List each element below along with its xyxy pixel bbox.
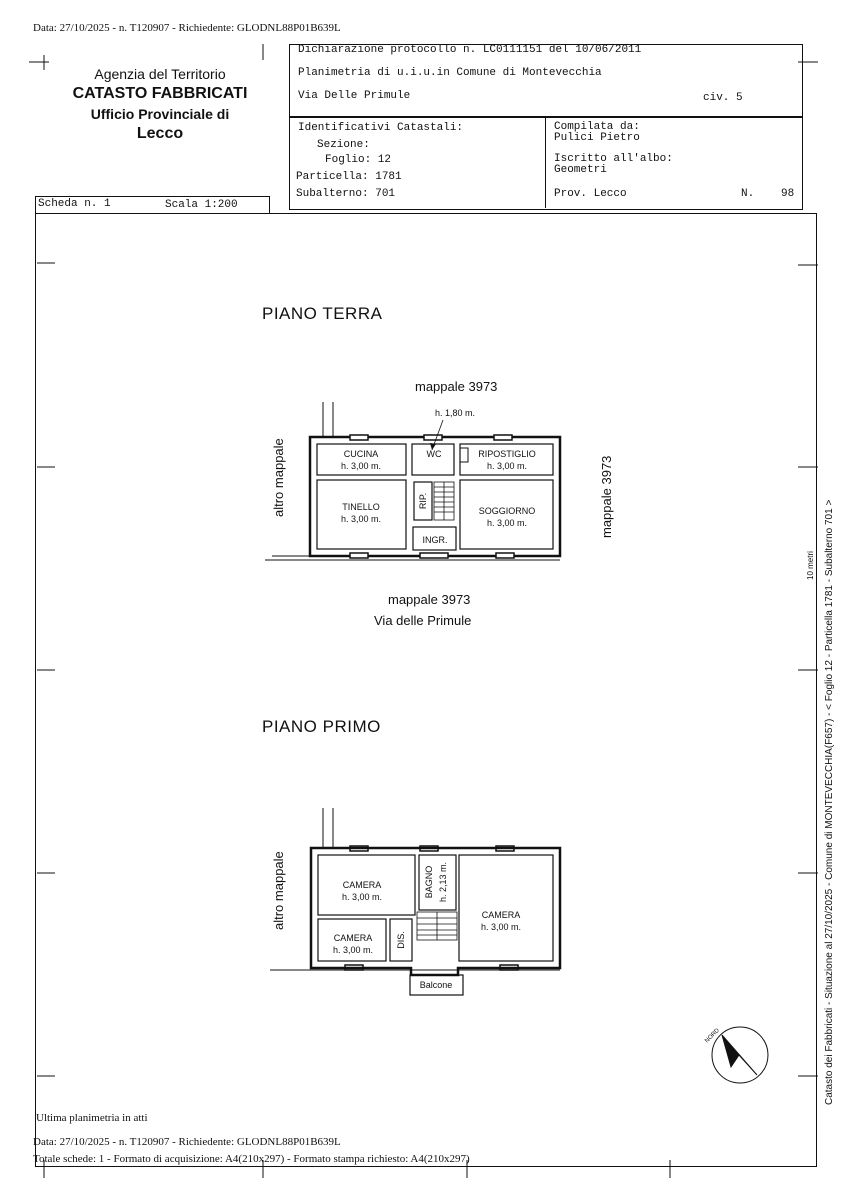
- first-altro-mappale: altro mappale: [271, 851, 286, 930]
- ground-floor-plan: [265, 402, 560, 560]
- side-cadastral-reference: Catasto dei Fabbricati - Situazione al 27/10/2025 - Comune di MONTEVECCHIA(F657) - < Foglio 12 - Particella 1781 - Subalterno 701 >: [824, 499, 835, 1105]
- identifier-foglio: Foglio: 12: [325, 154, 392, 166]
- protocol-declaration: Dichiarazione protocollo n. LC0111151 del 10/06/2011: [298, 44, 642, 56]
- room-camera-2-height: h. 3,00 m.: [480, 922, 522, 932]
- room-camera-3-height: h. 3,00 m.: [332, 945, 374, 955]
- room-wc: WC: [426, 449, 442, 459]
- identifier-sezione: Sezione:: [317, 139, 370, 151]
- protocol-planimetry: Planimetria di u.i.u.in Comune di Montevecchia: [298, 67, 602, 79]
- north-arrow-icon: [712, 1027, 768, 1083]
- room-camera-1: CAMERA: [342, 880, 382, 890]
- first-floor-plan: [270, 808, 560, 995]
- ground-mappale-right: mappale 3973: [599, 455, 614, 538]
- footer-request-line: Data: 27/10/2025 - n. T120907 - Richiedente: GLODNL88P01B639L: [33, 1136, 341, 1148]
- protocol-street: Via Delle Primule: [298, 90, 411, 102]
- agency-catasto: CATASTO FABBRICATI: [72, 85, 248, 102]
- ground-mappale-bottom: mappale 3973: [388, 592, 471, 607]
- room-ingresso: INGR.: [422, 535, 448, 545]
- header-request-line: Data: 27/10/2025 - n. T120907 - Richiedente: GLODNL88P01B639L: [33, 22, 341, 34]
- frame-ticks: [29, 44, 818, 1178]
- agency-name: Agenzia del Territorio: [94, 66, 226, 82]
- room-tinello-height: h. 3,00 m.: [340, 514, 382, 524]
- room-cucina-height: h. 3,00 m.: [340, 461, 382, 471]
- scheda-scale: Scala 1:200: [165, 199, 238, 211]
- agency-office: Ufficio Provinciale di: [90, 106, 230, 122]
- agency-city: Lecco: [136, 125, 184, 142]
- footer-format-line: Totale schede: 1 - Formato di acquisizione: A4(210x297) - Formato stampa richiesto: A4(210x297): [33, 1153, 470, 1165]
- ground-floor-title: PIANO TERRA: [262, 304, 383, 323]
- room-soggiorno: SOGGIORNO: [478, 506, 536, 516]
- ground-mappale-top: mappale 3973: [415, 379, 498, 394]
- room-bagno-height: h. 2,13 m.: [438, 861, 448, 903]
- room-camera-1-height: h. 3,00 m.: [341, 892, 383, 902]
- room-tinello: TINELLO: [342, 502, 380, 512]
- compiled-name: Pulici Pietro: [554, 132, 640, 144]
- scheda-number: Scheda n. 1: [38, 198, 111, 210]
- room-rip: RIP.: [418, 492, 428, 510]
- room-ripostiglio: RIPOSTIGLIO: [478, 449, 536, 459]
- balcony-label: Balcone: [419, 980, 453, 990]
- footer-last-plan: Ultima planimetria in atti: [36, 1112, 148, 1124]
- room-bagno: BAGNO: [424, 865, 434, 899]
- compiled-albo-title: Iscritto all'albo:: [554, 153, 673, 165]
- ground-height-note: h. 1,80 m.: [435, 408, 476, 418]
- room-soggiorno-height: h. 3,00 m.: [486, 518, 528, 528]
- room-camera-2: CAMERA: [481, 910, 521, 920]
- compiled-n-label: N.: [741, 188, 755, 200]
- compiled-n-value: 98: [781, 188, 795, 200]
- ground-street-name: Via delle Primule: [374, 613, 472, 628]
- room-disimpegno: DIS.: [396, 931, 406, 949]
- identifier-subalterno: Subalterno: 701: [296, 188, 396, 200]
- room-cucina: CUCINA: [343, 449, 379, 459]
- compiled-albo: Geometri: [554, 164, 607, 176]
- ground-altro-mappale: altro mappale: [271, 438, 286, 517]
- side-scale-note: 10 metri: [806, 551, 815, 580]
- room-camera-3: CAMERA: [333, 933, 373, 943]
- compiled-title: Compilata da:: [554, 121, 640, 133]
- first-floor-title: PIANO PRIMO: [262, 717, 381, 736]
- north-label: NORD: [704, 1027, 721, 1045]
- protocol-civ: civ. 5: [703, 92, 743, 104]
- identifier-particella: Particella: 1781: [296, 171, 402, 183]
- identifiers-title: Identificativi Catastali:: [298, 122, 464, 134]
- compiled-prov: Prov. Lecco: [554, 188, 627, 200]
- room-ripostiglio-height: h. 3,00 m.: [486, 461, 528, 471]
